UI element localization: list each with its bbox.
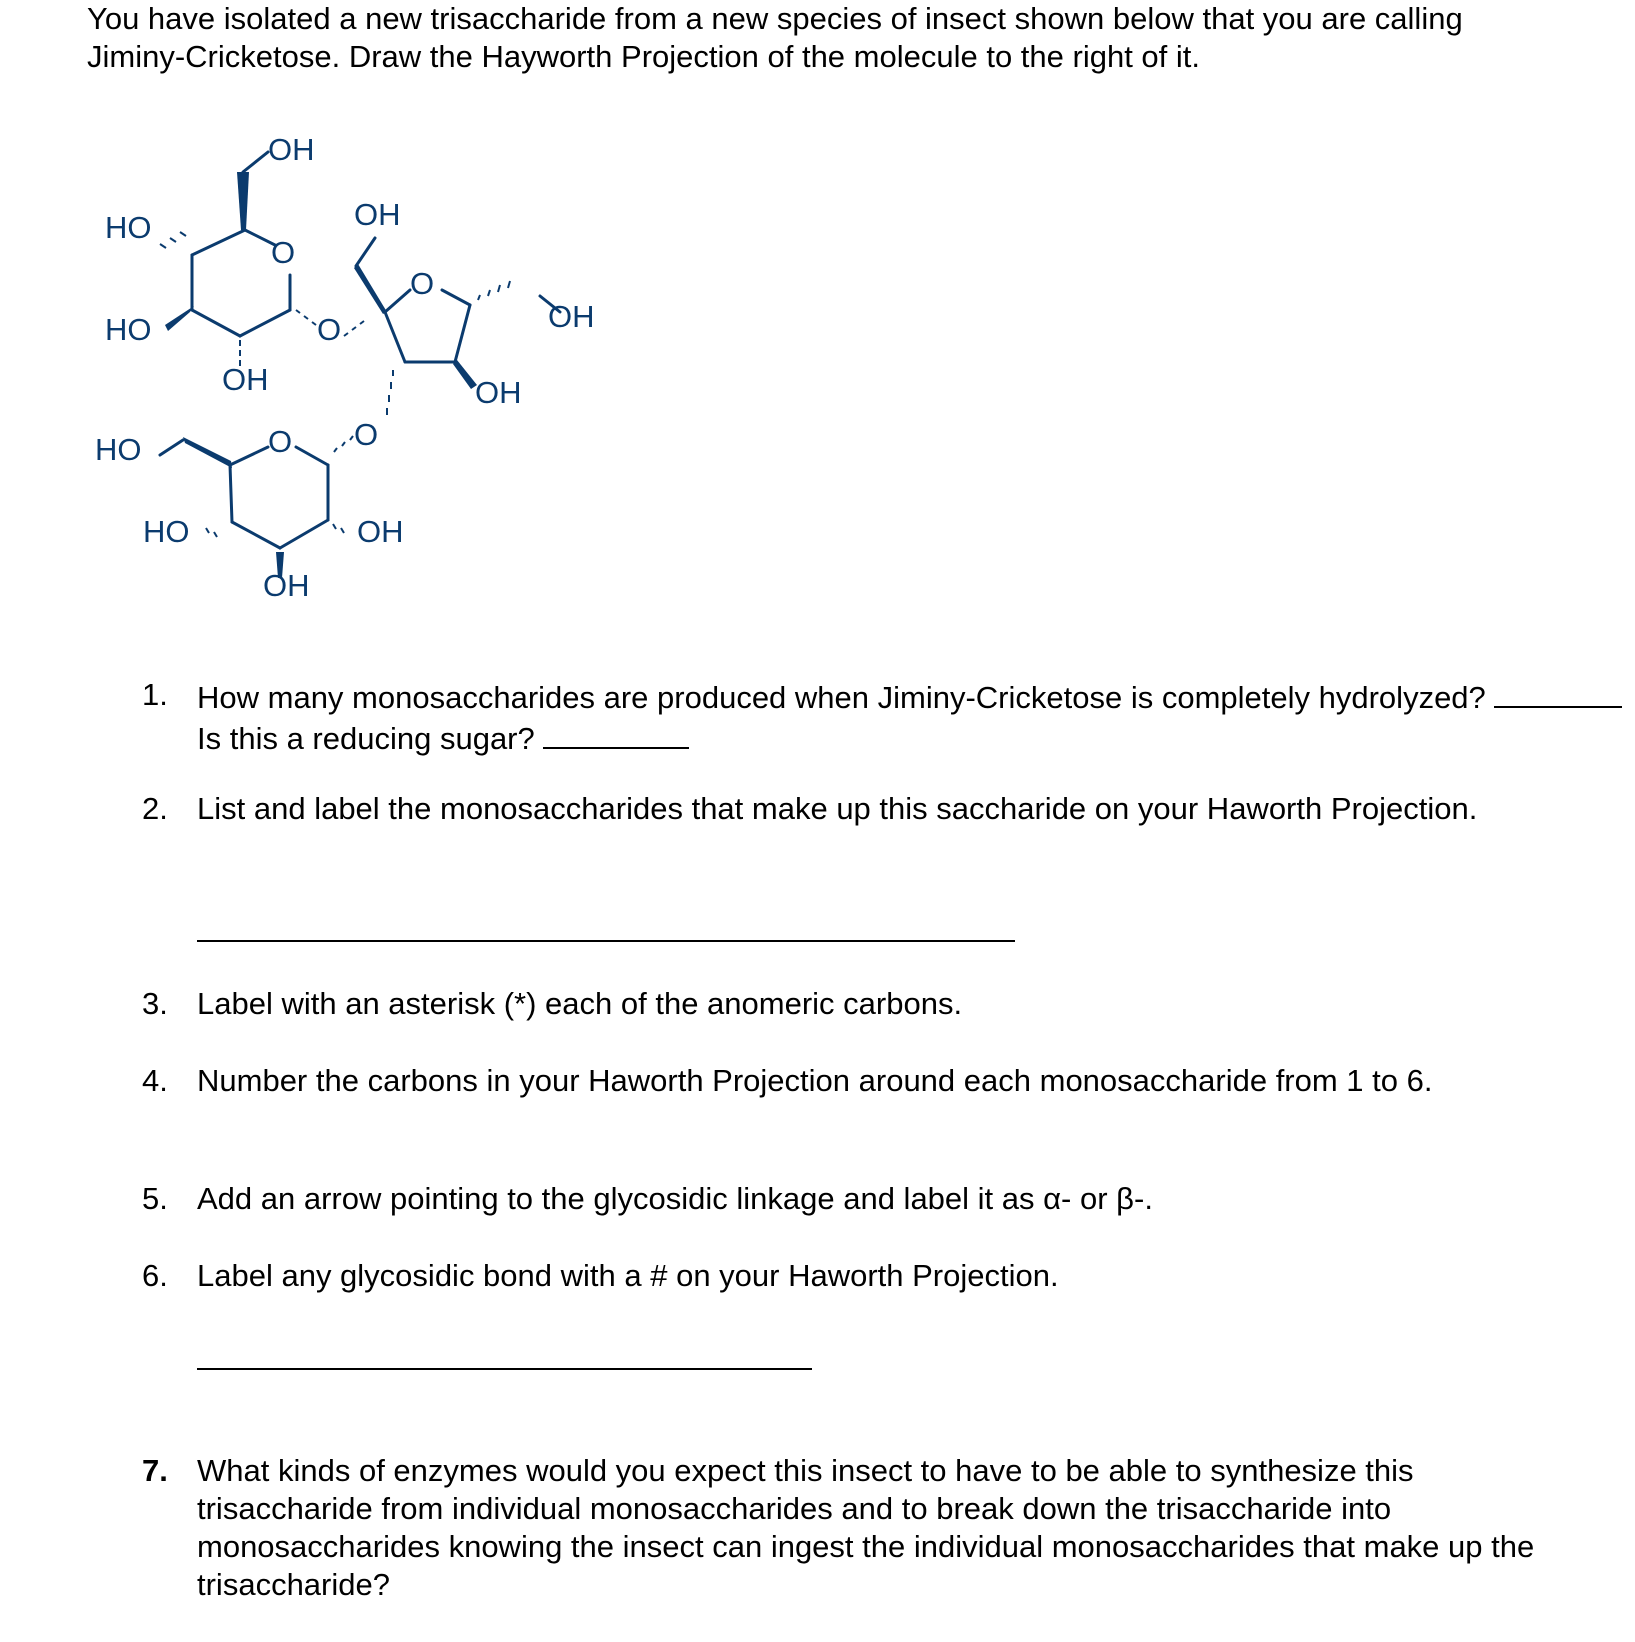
question-number: 7. bbox=[142, 1453, 168, 1488]
top-oh-label: OH bbox=[268, 132, 315, 167]
ho-label-4: HO bbox=[143, 514, 190, 549]
question-number: 5. bbox=[142, 1181, 168, 1216]
answer-blank[interactable] bbox=[1494, 676, 1622, 708]
question-text: Number the carbons in your Haworth Projection around each monosaccharide from 1 to 6. bbox=[197, 1063, 1433, 1098]
question-number: 1. bbox=[142, 677, 168, 712]
intro-paragraph: You have isolated a new trisaccharide from a new species of insect shown below that you are calling Jiminy-Cricketose. Draw the Hayworth Projection of the molecule to the right of it. bbox=[87, 1, 1463, 74]
fur-oh-bottom-label: OH bbox=[475, 375, 522, 410]
link-oxygen-2-label: O bbox=[354, 417, 379, 452]
question-text: Label with an asterisk (*) each of the anomeric carbons. bbox=[197, 986, 963, 1021]
ho-label-2: HO bbox=[105, 312, 152, 347]
answer-line[interactable] bbox=[197, 940, 1015, 942]
question-text: What kinds of enzymes would you expect this insect to have to be able to synthesize this trisaccharide from individual monosaccharides and to break down the trisaccharide into monosaccharides knowing the insect can ingest the individual monosaccharides that make up the trisaccharide? bbox=[197, 1453, 1535, 1602]
answer-line[interactable] bbox=[197, 1368, 812, 1370]
link-oxygen-1-label: O bbox=[317, 312, 342, 347]
ring3-oh-right-label: OH bbox=[357, 514, 404, 549]
answer-blank[interactable] bbox=[543, 717, 689, 749]
oh-under-ring1-label: OH bbox=[222, 362, 269, 397]
question-number: 6. bbox=[142, 1258, 168, 1293]
trisaccharide-structure bbox=[0, 0, 700, 640]
question-text: Label any glycosidic bond with a # on your Haworth Projection. bbox=[197, 1258, 1059, 1293]
question-text-b: Is this a reducing sugar? bbox=[197, 721, 535, 756]
ring1-oxygen-label: O bbox=[271, 235, 296, 270]
question-number: 3. bbox=[142, 986, 168, 1021]
fur-oh-right-label: OH bbox=[548, 299, 595, 334]
question-text: How many monosaccharides are produced when Jiminy-Cricketose is completely hydrolyzed? bbox=[197, 680, 1486, 715]
question-number: 4. bbox=[142, 1063, 168, 1098]
fur-ring-oxygen-label: O bbox=[410, 266, 435, 301]
fur-oh-top-label: OH bbox=[354, 197, 401, 232]
question-number: 2. bbox=[142, 791, 168, 826]
question-text: Add an arrow pointing to the glycosidic linkage and label it as α- or β-. bbox=[197, 1181, 1153, 1216]
question-text: List and label the monosaccharides that make up this saccharide on your Haworth Projection. bbox=[197, 791, 1478, 826]
ring3-oxygen-label: O bbox=[268, 424, 293, 459]
ho-label-1: HO bbox=[105, 210, 152, 245]
ho-label-3: HO bbox=[95, 432, 142, 467]
ring3-oh-bottom-label: OH bbox=[263, 568, 310, 603]
